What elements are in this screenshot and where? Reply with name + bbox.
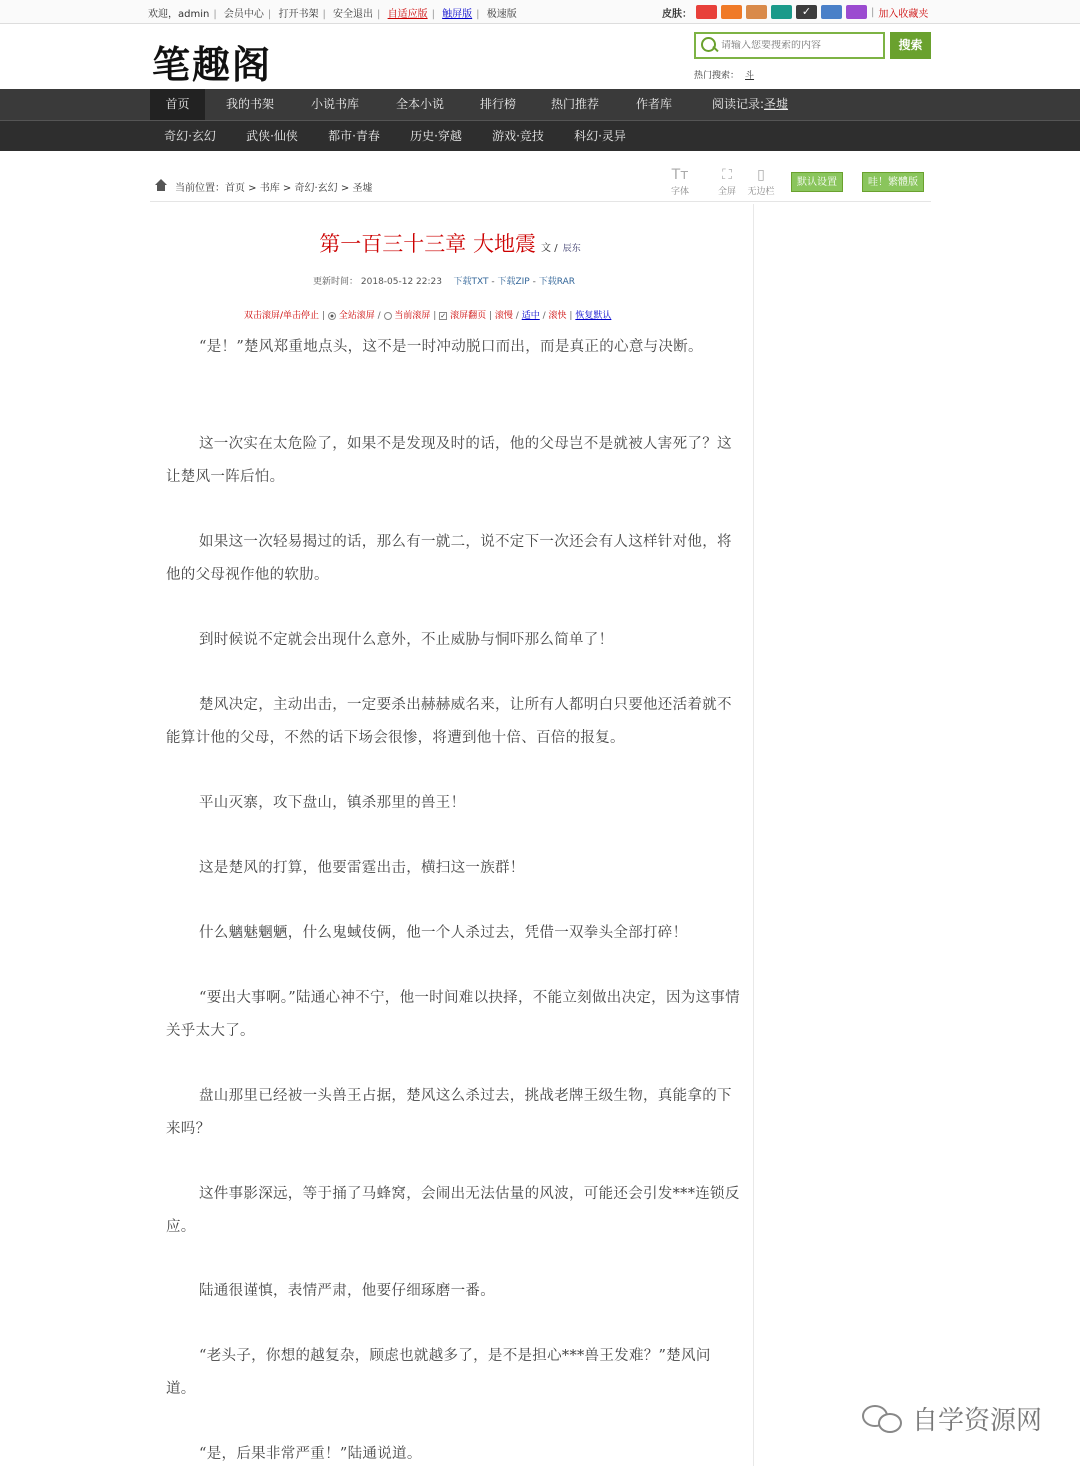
updated-label: 更新时间： [313,277,359,287]
font-size-icon: Tт [671,167,689,183]
no-sidebar-tool-label: 无边栏 [747,187,775,197]
paragraph: “要出大事啊。”陆通心神不宁，他一时间难以抉择，不能立刻做出决定，因为这事情关乎太大了。 [166,990,740,1039]
page-scroll-label[interactable]: 滚屏翻页 [450,311,487,321]
current-scroll-label[interactable]: 当前滚屏 [394,311,431,321]
skin-swatch-tan[interactable] [746,5,767,19]
welcome-text: 欢迎，admin [148,9,210,20]
nav-complete-novels[interactable]: 全本小说 [395,97,444,111]
paragraph: 盘山那里已经被一头兽王占据，楚风这么杀过去，挑战老牌王级生物，真能拿的下来吗？ [166,1088,732,1137]
genre-wuxia[interactable]: 武侠·仙侠 [246,129,298,143]
search-input[interactable] [721,40,881,51]
site-scroll-label[interactable]: 全站滚屏 [338,311,375,321]
site-logo[interactable]: 笔趣阁 [152,42,273,87]
skin-swatch-dark-selected[interactable]: ✓ [796,5,817,19]
genre-games[interactable]: 游戏·竞技 [492,129,544,143]
genre-fantasy[interactable]: 奇幻·玄幻 [164,129,216,143]
member-center-link[interactable]: 会员中心 [223,9,264,20]
breadcrumb-home[interactable]: 首页 [225,183,245,194]
skin-swatch-orange[interactable] [721,5,742,19]
updated-time: 2018-05-12 22:23 [360,277,442,287]
nav-reading-record[interactable] [700,89,800,120]
chapter-meta: 更新时间： 2018-05-12 22:23 下载TXT - 下载ZIP - 下载RAR [313,277,575,287]
paragraph: 平山灭寨，攻下盘山，镇杀那里的兽王！ [199,795,466,811]
breadcrumb-bar [150,162,931,202]
breadcrumb-genre[interactable]: 奇幻·玄幻 [294,183,338,194]
fast-version-link[interactable]: 极速版 [486,9,517,20]
search-icon [699,35,721,57]
watermark [862,1400,1042,1437]
fullscreen-icon: ⛶ [722,167,732,183]
traditional-chinese-button[interactable]: 哇！繁體版 [862,172,924,192]
scroll-fast[interactable]: 滚快 [548,311,567,321]
main-nav [0,89,1080,120]
paragraph: 楚风决定，主动出击，一定要杀出赫赫威名来，让所有人都明白只要他还活着就不能算计他的父母，不然的话下场会很惨，将遭到他十倍、百倍的报复。 [166,697,732,746]
chapter-author[interactable]: 辰东 [562,244,581,254]
breadcrumb-book[interactable]: 圣墟 [352,183,373,194]
home-icon [155,179,167,191]
breadcrumb-library[interactable]: 书库 [259,183,280,194]
page-scroll-checkbox[interactable]: ✓ [440,311,447,320]
fullscreen-tool-label: 全屏 [717,187,736,197]
paragraph: 这是楚风的打算，他要雷霆出击，横扫这一族群！ [199,860,525,876]
nav-rankings[interactable]: 排行榜 [479,97,516,111]
reading-record-book[interactable]: 圣墟 [764,97,789,111]
breadcrumb-label: 当前位置： [175,183,225,194]
nav-library[interactable]: 小说书库 [310,97,359,111]
chapter-title: 第一百三十三章 大地震 [319,232,536,256]
reading-record-label: 阅读记录: [711,97,765,111]
skin-swatch-blue[interactable] [821,5,842,19]
download-rar-link[interactable]: 下载RAR [538,277,575,287]
skin-label: 皮肤： [662,8,692,20]
touch-version-link[interactable]: 触屏版 [442,9,473,20]
add-favorite-link[interactable]: 加入收藏夹 [878,8,929,20]
chapter-heading [0,228,900,258]
site-scroll-radio[interactable] [328,312,336,320]
skin-swatch-purple[interactable] [846,5,867,19]
scroll-slow[interactable]: 滚慢 [494,311,513,321]
skin-picker: 皮肤： ✓ | 加入收藏夹 [662,5,929,20]
top-links: 欢迎，admin | 会员中心 | 打开书架 | 安全退出 | 自适应版 | 触屏版 | 极速版 [148,9,517,20]
wechat-icon [862,1403,906,1435]
top-bar [0,0,1080,24]
hot-search [694,68,754,81]
scroll-hint: 双击滚屏/单击停止 [244,311,320,321]
current-scroll-radio[interactable] [384,312,392,320]
hot-search-label: 热门搜索： [694,71,740,81]
scroll-reset[interactable]: 恢复默认 [575,311,612,321]
search-box [694,32,885,59]
paragraph: 到时候说不定就会出现什么意外，不止威胁与恫吓那么简单了！ [199,632,614,648]
watermark-text: 自学资源网 [912,1406,1043,1436]
paragraph: 这件事影深远，等于捅了马蜂窝，会闹出无法估量的风波，可能还会引发***连锁反应。 [166,1186,740,1235]
font-tool[interactable] [665,166,695,197]
chapter-by: 文 / [541,243,558,254]
logout-link[interactable]: 安全退出 [333,9,374,20]
breadcrumb: 当前位置：首页 > 书库 > 奇幻·玄幻 > 圣墟 [175,183,373,194]
search-button[interactable]: 搜索 [890,32,931,59]
paragraph: “老头子，你想的越复杂，顾虑也就越多了，是不是担心***兽王发难？”楚风问道。 [166,1348,711,1397]
adaptive-version-link[interactable]: 自适应版 [387,9,428,20]
font-tool-label: 字体 [670,187,689,197]
nav-my-bookshelf[interactable]: 我的书架 [225,97,274,111]
fullscreen-tool[interactable] [712,166,742,197]
download-zip-link[interactable]: 下载ZIP [497,277,530,287]
scroll-controls: 双击滚屏/单击停止 | 全站滚屏 / 当前滚屏 | ✓ 滚屏翻页 | 滚慢 / 适中 / 滚快 | 恢复默认 [244,311,612,321]
hot-search-term[interactable]: 斗 [745,71,755,81]
paragraph: 陆通很谨慎，表情严肃，他要仔细琢磨一番。 [199,1283,495,1299]
scroll-medium[interactable]: 适中 [521,311,540,321]
nav-hot-recommend[interactable]: 热门推荐 [550,97,599,111]
paragraph: 如果这一次轻易揭过的话，那么有一就二，说不定下一次还会有人这样针对他，将他的父母视作他的软肋。 [166,534,732,583]
genre-nav [0,120,1080,151]
default-settings-button[interactable]: 默认设置 [791,172,843,192]
genre-urban[interactable]: 都市·青春 [328,129,380,143]
genre-history[interactable]: 历史·穿越 [410,129,462,143]
nav-home[interactable]: 首页 [150,89,205,120]
skin-swatch-teal[interactable] [771,5,792,19]
skin-swatch-red[interactable] [696,5,717,19]
download-txt-link[interactable]: 下载TXT [453,277,489,287]
paragraph: 什么魑魅魍魉，什么鬼蜮伎俩，他一个人杀过去，凭借一双拳头全部打碎！ [199,925,688,941]
sidebar-divider [753,204,754,1466]
genre-scifi[interactable]: 科幻·灵异 [574,129,626,143]
paragraph: “是，后果非常严重！”陆通说道。 [199,1446,422,1462]
paragraph: 这一次实在太危险了，如果不是发现及时的话，他的父母岂不是就被人害死了？这让楚风一阵后怕。 [166,436,732,485]
open-bookshelf-link[interactable]: 打开书架 [278,9,319,20]
no-sidebar-icon: ▯ [757,167,765,183]
no-sidebar-tool[interactable] [746,166,776,197]
paragraph: “是！”楚风郑重地点头，这不是一时冲动脱口而出，而是真正的心意与决断。 [199,339,703,355]
nav-authors[interactable]: 作者库 [635,97,672,111]
